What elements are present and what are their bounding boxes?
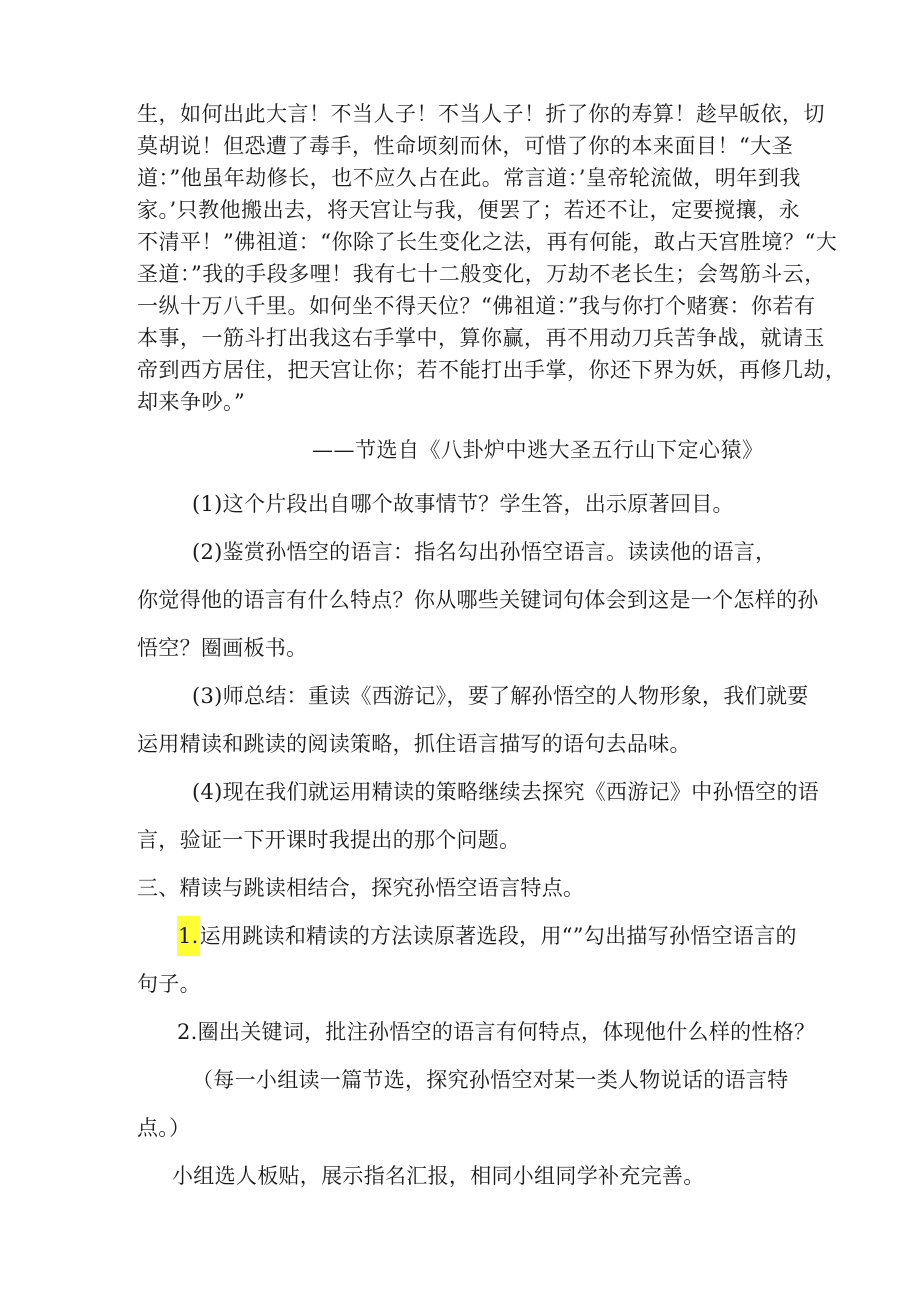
passage-line: 不清平！”佛祖道：“你除了长生变化之法，再有何能，敢占天宫胜境？“大	[137, 230, 838, 254]
note-line-2: 点。）	[137, 1116, 191, 1140]
question-3-line-2: 运用精读和跳读的阅读策略，抓住语言描写的语句去品味。	[137, 732, 691, 756]
step-1-text: 运用跳读和精读的方法读原著选段，用“”勾出描写孙悟空语言的	[199, 924, 797, 948]
question-1: (1)这个片段出自哪个故事情节？学生答，出示原著回目。	[192, 492, 734, 516]
step-1-line-2: 句子。	[137, 972, 201, 996]
closing-line: 小组选人板贴，展示指名汇报，相同小组同学补充完善。	[172, 1164, 705, 1188]
question-2-line-1: (2)鉴赏孙悟空的语言：指名勾出孙悟空语言。读读他的语言，	[192, 540, 777, 564]
passage-line: 生，如何出此大言！不当人子！不当人子！折了你的寿算！趁早皈依，切	[137, 102, 825, 126]
step-1-line-1	[177, 922, 797, 950]
passage-line: 却来争吵。”	[137, 390, 246, 414]
section-3-heading: 三、精读与跳读相结合，探究孙悟空语言特点。	[137, 876, 585, 900]
question-2-line-3: 悟空？圈画板书。	[137, 636, 308, 660]
passage-line: 莫胡说！但恐遭了毒手，性命顷刻而休，可惜了你的本来面目！“大圣	[137, 134, 794, 158]
passage-line: 帝到西方居住，把天宫让你；若不能打出手掌，你还下界为妖，再修几劫，	[137, 358, 847, 382]
passage-line: 圣道：”我的手段多哩！我有七十二般变化，万劫不老长生；会驾筋斗云，	[137, 262, 826, 286]
question-4-line-1: (4)现在我们就运用精读的策略继续去探究《西游记》中孙悟空的语	[192, 780, 820, 804]
highlighted-step-number: 1.	[177, 916, 200, 956]
passage-line: 家。’只教他搬出去，将天宫让与我，便罢了；若还不让，定要搅攘，永	[137, 198, 801, 222]
note-line-1: （每一小组读一篇节选，探究孙悟空对某一类人物说话的语言特	[192, 1068, 789, 1092]
passage-source: ——节选自《八卦炉中逃大圣五行山下定心猿》	[312, 438, 764, 462]
passage-line: 道：”他虽年劫修长，也不应久占在此。常言道：’皇帝轮流做，明年到我	[137, 166, 801, 190]
passage-line: 一纵十万八千里。如何坐不得天位？“佛祖道：”我与你打个赌赛：你若有	[137, 294, 816, 318]
question-3-line-1: (3)师总结：重读《西游记》，要了解孙悟空的人物形象，我们就要	[192, 684, 809, 708]
question-2-line-2: 你觉得他的语言有什么特点？你从哪些关键词句体会到这是一个怎样的孙	[137, 588, 819, 612]
question-4-line-2: 言，验证一下开课时我提出的那个问题。	[137, 828, 521, 852]
passage-line: 本事，一筋斗打出我这右手掌中，算你赢，再不用动刀兵苦争战，就请玉	[137, 326, 825, 350]
step-2: 2.圈出关键词，批注孙悟空的语言有何特点，体现他什么样的性格？	[177, 1020, 816, 1044]
